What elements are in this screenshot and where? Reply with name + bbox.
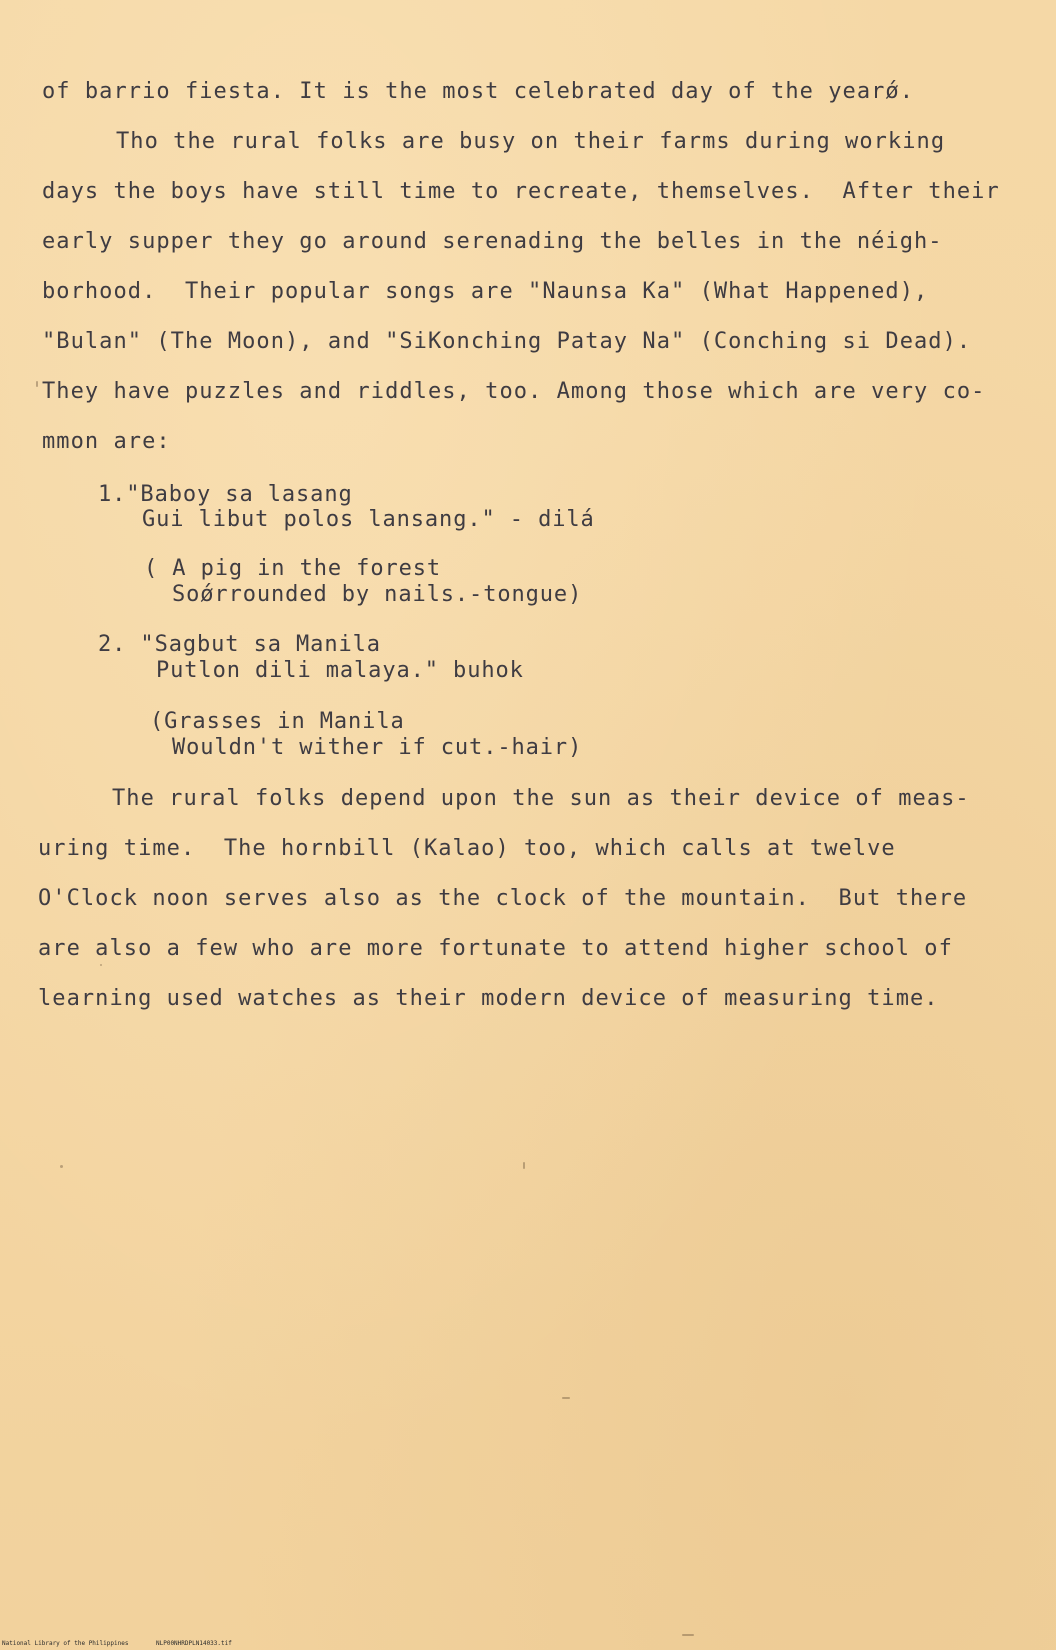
paragraph-line: Tho the rural folks are busy on their farms during working — [116, 129, 946, 154]
paragraph-line: mmon are: — [42, 429, 171, 454]
riddle-translation-line: Wouldn't wither if cut.-hair) — [172, 735, 583, 760]
paper-speck — [523, 1162, 525, 1169]
riddle-translation-line: Soǿrrounded by nails.-tongue) — [172, 582, 583, 607]
paper-speck — [36, 381, 38, 387]
paragraph-line: days the boys have still time to recreate, themselves. After their — [42, 179, 1000, 204]
paragraph-line: learning used watches as their modern device of measuring time. — [38, 986, 939, 1011]
riddle-line: Gui libut polos lansang." - dilá — [142, 507, 595, 532]
riddle-line: Putlon dili malaya." buhok — [156, 658, 524, 683]
riddle-line: 2. "Sagbut sa Manila — [98, 632, 381, 657]
riddle-translation-line: (Grasses in Manila — [150, 709, 405, 734]
riddle-line: 1."Baboy sa lasang — [98, 482, 353, 507]
paper-speck — [682, 1634, 694, 1636]
riddle-translation-line: ( A pig in the forest — [144, 556, 442, 581]
paragraph-line: "Bulan" (The Moon), and "SiKonching Patay Na" (Conching si Dead). — [42, 329, 972, 354]
library-credit: National Library of the Philippines — [2, 1640, 129, 1647]
paragraph-line: uring time. The hornbill (Kalao) too, which calls at twelve — [38, 836, 896, 861]
paragraph-line: They have puzzles and riddles, too. Among those which are very co- — [42, 379, 986, 404]
paragraph-line: borhood. Their popular songs are "Naunsa Ka" (What Happened), — [42, 279, 929, 304]
paragraph-line: are also a few who are more fortunate to attend higher school of — [38, 936, 953, 961]
scan-filename: NLP00NHRDPLN14033.tif — [156, 1640, 232, 1647]
paper-speck — [100, 964, 102, 966]
paper-speck — [60, 1165, 63, 1168]
paragraph-line: of barrio fiesta. It is the most celebrated day of the yearǿ. — [42, 79, 915, 104]
paragraph-line: O'Clock noon serves also as the clock of the mountain. But there — [38, 886, 968, 911]
paragraph-line: The rural folks depend upon the sun as their device of meas- — [112, 786, 970, 811]
paragraph-line: early supper they go around serenading the belles in the néigh- — [42, 229, 943, 254]
paper-speck — [562, 1397, 570, 1399]
